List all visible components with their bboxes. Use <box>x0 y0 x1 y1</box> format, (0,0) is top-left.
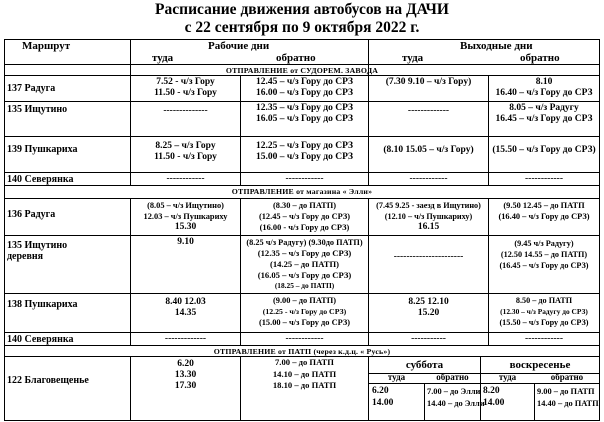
time-line: 14.35 <box>174 308 197 319</box>
time-line: (9.00 – до ПАТП) <box>272 296 337 305</box>
header-weekends-obratno: обратно <box>520 52 560 64</box>
time-line: 12.25 – ч/з Гору до СРЗ <box>255 141 354 151</box>
time-line: 17.30 <box>174 381 197 392</box>
header-sat-tuda: туда <box>387 372 406 382</box>
cell-wd-obratno <box>241 77 368 99</box>
cell-we-obratno <box>489 238 599 272</box>
page-title-line2: с 22 сентября по 9 октября 2022 г. <box>184 19 420 36</box>
time-line: 7.00 – до ПАТП <box>275 357 334 367</box>
rule <box>534 383 535 421</box>
time-line: (12.25 - ч/з Гору до СРЗ) <box>262 307 347 317</box>
time-line: 8.20 <box>483 386 500 396</box>
time-line: (9.50 12.45 – до ПАТП <box>503 201 585 210</box>
time-line: 12.35 – ч/з Гору до СРЗ <box>255 103 354 113</box>
time-line: ------------- <box>407 106 450 116</box>
time-line: 11.50 - ч/з Гору <box>154 152 217 163</box>
time-line: (7.45 9.25 - заезд в Ищутино) <box>376 201 481 210</box>
time-line: 13.30 <box>174 370 197 381</box>
header-workdays: Рабочие дни <box>208 40 270 52</box>
time-line: (16.00 - ч/з Гору до СРЗ) <box>259 223 350 233</box>
cell-we-obratno: ------------ <box>525 334 563 344</box>
cell-we-tuda <box>369 200 488 234</box>
time-line: 6.20 <box>372 386 389 396</box>
route-140-severyanka-2: 140 Северянка <box>7 334 74 345</box>
cell-sun-obratno <box>537 386 599 410</box>
header-weekends-tuda: туда <box>402 52 424 64</box>
route-name-line2: деревня <box>7 251 44 263</box>
cell-we-tuda: ---------------------- <box>393 252 464 262</box>
time-line: 14.00 <box>483 398 505 409</box>
time-line: 7.52 - ч/з Гору <box>156 77 215 87</box>
cell-we-obratno <box>489 145 599 156</box>
band-elli: ОТПРАВЛЕНИЕ от магазина « Элли» <box>231 187 373 196</box>
header-weekends: Выходные дни <box>460 40 533 52</box>
route-140-severyanka: 140 Северянка <box>7 174 74 185</box>
cell-we-tuda <box>369 297 488 319</box>
rule <box>4 39 5 421</box>
header-workdays-obratno: обратно <box>276 52 316 64</box>
cell-wd-obratno <box>241 103 368 125</box>
header-sun-tuda: туда <box>498 372 517 382</box>
time-line: 8.10 <box>535 77 553 87</box>
cell-sat-tuda <box>372 386 393 409</box>
rule <box>424 383 425 421</box>
cell-wd-tuda <box>131 200 240 234</box>
header-sunday: воскресенье <box>509 359 571 371</box>
time-line: 16.40 – ч/з Гору до СРЗ <box>495 88 593 99</box>
time-line: 15.20 <box>417 308 440 319</box>
route-name: 135 Ищутино <box>7 240 68 251</box>
rule <box>368 75 369 185</box>
time-line: 18.10 – до ПАТП <box>272 380 337 390</box>
cell-wd-tuda <box>131 141 240 163</box>
time-line: 14.10 – до ПАТП <box>272 368 337 379</box>
time-line: 8.05 – ч/з Радугу <box>509 103 579 113</box>
time-line: (15.00 – ч/з Гору до СРЗ) <box>258 318 351 328</box>
cell-we-obratno <box>489 295 599 329</box>
rule <box>4 101 600 102</box>
cell-wd-tuda: ------------- <box>164 334 207 344</box>
route-139-pushkarikha: 139 Пушкариха <box>7 144 78 155</box>
rule <box>4 198 600 199</box>
time-line: 15.30 <box>174 222 197 233</box>
route-135-ishutino: 135 Ищутино <box>7 104 68 115</box>
time-line: 7.00 – до Элли <box>427 387 481 396</box>
cell-sun-tuda <box>483 386 504 409</box>
rule <box>4 420 600 421</box>
time-line: (8.10 15.05 – ч/з Гору) <box>383 145 474 155</box>
cell-wd-obratno <box>241 237 368 290</box>
cell-wd-obratno <box>241 295 368 329</box>
page-title-line1: Расписание движения автобусов на ДАЧИ <box>155 1 449 18</box>
header-workdays-tuda: туда <box>152 52 174 64</box>
time-line: (8.30 – до ПАТП) <box>272 201 337 210</box>
rule <box>4 172 600 173</box>
cell-wd-tuda <box>131 359 240 393</box>
time-line: (9.45 ч/з Радугу) <box>514 239 574 248</box>
time-line: 14.00 <box>372 398 394 409</box>
time-line: (8.25 ч/з Радугу) (9.30до ПАТП) <box>246 238 363 247</box>
time-line: (12.10 – ч/з Пушкариху) <box>384 212 473 222</box>
cell-wd-obratno: ------------ <box>285 174 324 184</box>
rule <box>4 293 600 294</box>
cell-we-tuda: ----------- <box>411 334 446 344</box>
band-sudorem: ОТПРАВЛЕНИЕ от СУДОРЕМ. ЗАВОДА <box>225 66 379 75</box>
time-line: 12.45 – ч/з Гору до СРЗ <box>255 77 354 87</box>
cell-we-obratno <box>489 200 599 222</box>
route-135-ishutino-derevnya <box>7 240 67 262</box>
time-line: 16.00 – ч/з Гору до СРЗ <box>255 88 354 99</box>
route-122-blagoveshchenye: 122 Благовещенье <box>7 375 89 386</box>
time-line: (7.30 9.10 – ч/з Гору) <box>385 77 472 87</box>
header-sat-obratno: обратно <box>436 372 469 382</box>
time-line: 6.20 <box>177 359 194 369</box>
time-line: -------------- <box>163 106 208 116</box>
header-saturday: суббота <box>405 359 444 371</box>
cell-we-obratno: ------------ <box>525 174 563 184</box>
time-line: 9.00 – до ПАТП <box>537 387 595 396</box>
cell-we-tuda <box>369 77 488 88</box>
cell-wd-obratno <box>241 357 368 392</box>
time-line: (16.05 – ч/з Гору до СРЗ) <box>257 270 352 281</box>
time-line: 16.45 – ч/з Гору до СРЗ <box>495 114 593 125</box>
cell-wd-obratno <box>241 141 368 163</box>
time-line: (16.45 – ч/з Гору до СРЗ) <box>499 261 589 271</box>
cell-wd-tuda <box>131 77 240 99</box>
cell-we-obratno <box>489 103 599 125</box>
time-line: (14.25 – до ПАТП) <box>270 259 339 270</box>
time-line: 14.40 – до Элли <box>427 399 485 408</box>
time-line: 12.03 – ч/з Пушкариху <box>143 212 228 222</box>
route-137-raduga: 137 Радуга <box>7 83 56 94</box>
cell-wd-tuda <box>131 297 240 319</box>
cell-wd-obratno <box>241 200 368 234</box>
cell-we-obratno <box>489 77 599 99</box>
time-line: (15.50 – ч/з Гору до СРЗ) <box>499 318 589 328</box>
cell-wd-obratno: ------------ <box>285 334 324 344</box>
time-line: 8.25 – ч/з Гору <box>155 141 216 151</box>
route-136-raduga: 136 Радуга <box>7 209 56 220</box>
time-line: (12.45 – ч/з Гору до СРЗ) <box>258 212 351 222</box>
time-line: 16.05 – ч/з Гору до СРЗ <box>255 114 354 125</box>
time-line: (15.50 – ч/з Гору до СРЗ) <box>492 145 596 155</box>
time-line: (8.05 – ч/з Ищутино) <box>147 201 224 210</box>
time-line: (12.35 – ч/з Гору до СРЗ) <box>257 248 352 259</box>
time-line: (16.40 – ч/з Гору до СРЗ) <box>498 212 590 222</box>
time-line: 8.25 12.10 <box>408 297 449 307</box>
header-route: Маршрут <box>22 40 71 52</box>
cell-sat-obratno <box>427 386 485 410</box>
time-line: 14.40 – до ПАТП <box>537 399 599 408</box>
route-138-pushkarikha: 138 Пушкариха <box>7 299 78 310</box>
header-sun-obratno: обратно <box>550 372 584 382</box>
band-patp: ОТПРАВЛЕНИЕ от ПАТП (через к.д.ц. « Русь») <box>213 347 391 356</box>
schedule-table <box>4 39 600 421</box>
time-line: 16.15 <box>417 222 440 233</box>
time-line: 8.40 12.03 <box>165 297 206 307</box>
rule <box>599 39 600 421</box>
cell-wd-tuda: ------------ <box>166 174 205 184</box>
rule <box>4 332 600 333</box>
time-line: 8.50 – до ПАТП <box>515 296 573 305</box>
cell-we-tuda: ------------ <box>409 174 448 184</box>
cell-wd-tuda: 9.10 <box>177 237 194 247</box>
time-line: (12.30 – ч/з Радугу до СРЗ) <box>500 307 588 317</box>
time-line: 11.50 - ч/з Гору <box>154 88 217 99</box>
time-line: (18.25 – до ПАТП) <box>274 281 335 291</box>
cell-we-tuda <box>369 145 488 156</box>
rule <box>4 235 600 236</box>
cell-wd-tuda <box>131 106 240 117</box>
rule <box>4 136 600 137</box>
cell-we-tuda <box>369 106 488 117</box>
time-line: (12.50 14.55 – до ПАТП) <box>500 250 588 260</box>
time-line: 15.00 – ч/з Гору до СРЗ <box>255 152 354 163</box>
